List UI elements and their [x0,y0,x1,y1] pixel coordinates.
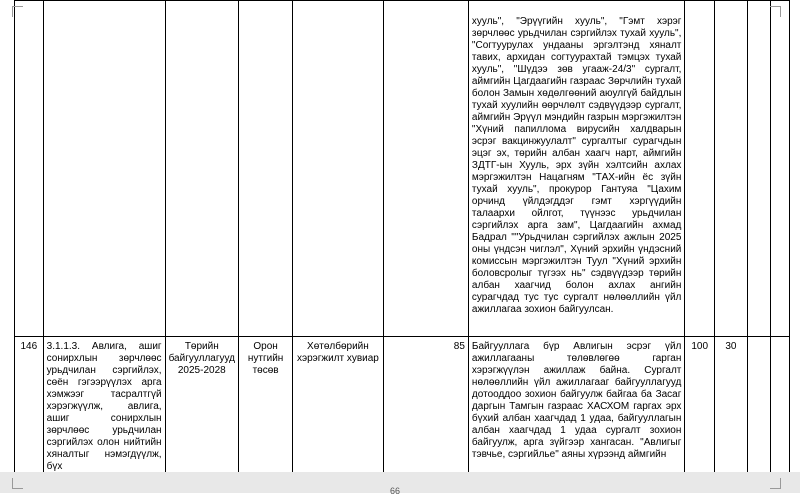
crop-mark [770,6,781,17]
activity-report-cell [468,1,684,337]
cell-empty [770,337,789,473]
cell-empty [165,1,238,337]
target-cell: 100 [685,337,715,473]
crop-mark [12,6,23,17]
activity-report-cell: Байгууллага бүр Авлигын эсрэг үйл ажиллагааны төлөвлөгөө гарган хэрэгжүүлэн ажиллаж байна. Сургалт нөлөөллийн үйл ажиллагааг байгууллагууд дотооддоо зохион байгуулж байгаа ба Засаг даргын Тамгын газраас ХАСХОМ гаргах эрх бүхий албан хаагчдад 1 удаа, байгууллагын албан хаагчдад 1 удаа сургалт зохион байгуулж, арга зүйгээр хангасан. "Авлигыг тэвчье, сэргийлье" аяны хүрээнд аймгийн [468,337,684,473]
cell-empty [239,1,293,337]
measure-cell: 3.1.1.3. Авлига, ашиг сонирхлын зөрчлөөс урьдчилан сэргийлэх, сөён гэгээрүүлэх арга хэмжээг тасралтгүй хэрэгжүүлж, авлига, ашиг сонирхлын зөрчлөөс урьдчилан сэргийлэх олон нийтийн хяналтыг нэмэгдүүлж, бүх [43,337,165,473]
row-number: 146 [15,337,44,473]
indicator-cell: Хөтөлбөрийн хэрэгжилт хувиар [293,337,383,473]
cell-empty [685,1,715,337]
plan-table [14,0,790,472]
cell-empty [770,1,789,337]
score-cell: 30 [714,337,747,473]
cell-empty [15,1,44,337]
cell-empty [747,1,770,337]
baseline-cell: 85 [383,337,468,473]
cell-empty [293,1,383,337]
cell-empty [383,1,468,337]
implementer-cell: Төрийн байгууллагууд 2025-2028 [165,337,238,473]
cell-empty [747,337,770,473]
cell-empty [43,1,165,337]
table-row [15,337,790,473]
page-number: 66 [389,486,400,496]
table-row [15,1,790,337]
activity-report-text: хууль", "Эрүүгийн хууль", "Гэмт хэрэг зөрчлөөс урьдчилан сэргийлэх тухай хууль", "Согтуурулах ундааны эргэлтэнд хяналт тавих, архидан согтуурахтай тэмцэх тухай хууль", "Шүдээ зөв угааж-24/3" сургалт, аймгийн Цагдаагийн газраас Зөрчлийн тухай болон Замын хөдөлгөөний аюулгүй байдлын тухай хуулийн өөрчлөлт сэдвүүдээр сургалт, аймгийн Эрүүл мэндийн газрын мэргэжилтэн "Хүний папиллома вирусийн халдварын эсрэг вакцинжуулалт" сургалтыг сурагчдын эцэг эх, төрийн албан хаагч нарт, аймгийн ЗДТГ-ын Хууль, эрх зүйн хэлтсийн ахлах мэргэжилтэн Нацагням "ТАХ-ийн ёс зүйн тухай хууль", прокурор Гантуяа "Цахим орчинд үйлдэгддэг гэмт хэргүүдийн талаархи ойлгот, түүнээс урьдчилан сэргийлэх арга зам", Цагдаагийн ахмад Бадрал ""Урьдчилан сэргийлэх ажлын 2025 оны үндсэн чиглэл", Хүний эрхийн үндэсний комиссын мэргэжилтэн Туул "Хүний эрхийн боловсролыг түгээх нь" сэдвүүдээр төрийн албан хаагчид болон ахлах ангийн сурагчдад тус тус сургалт нөлөөллийн үйл ажиллагаа зохион байгуулсан. [471,16,682,315]
cell-empty [714,1,747,337]
level-cell: Орон нутгийн төсөв [239,337,293,473]
